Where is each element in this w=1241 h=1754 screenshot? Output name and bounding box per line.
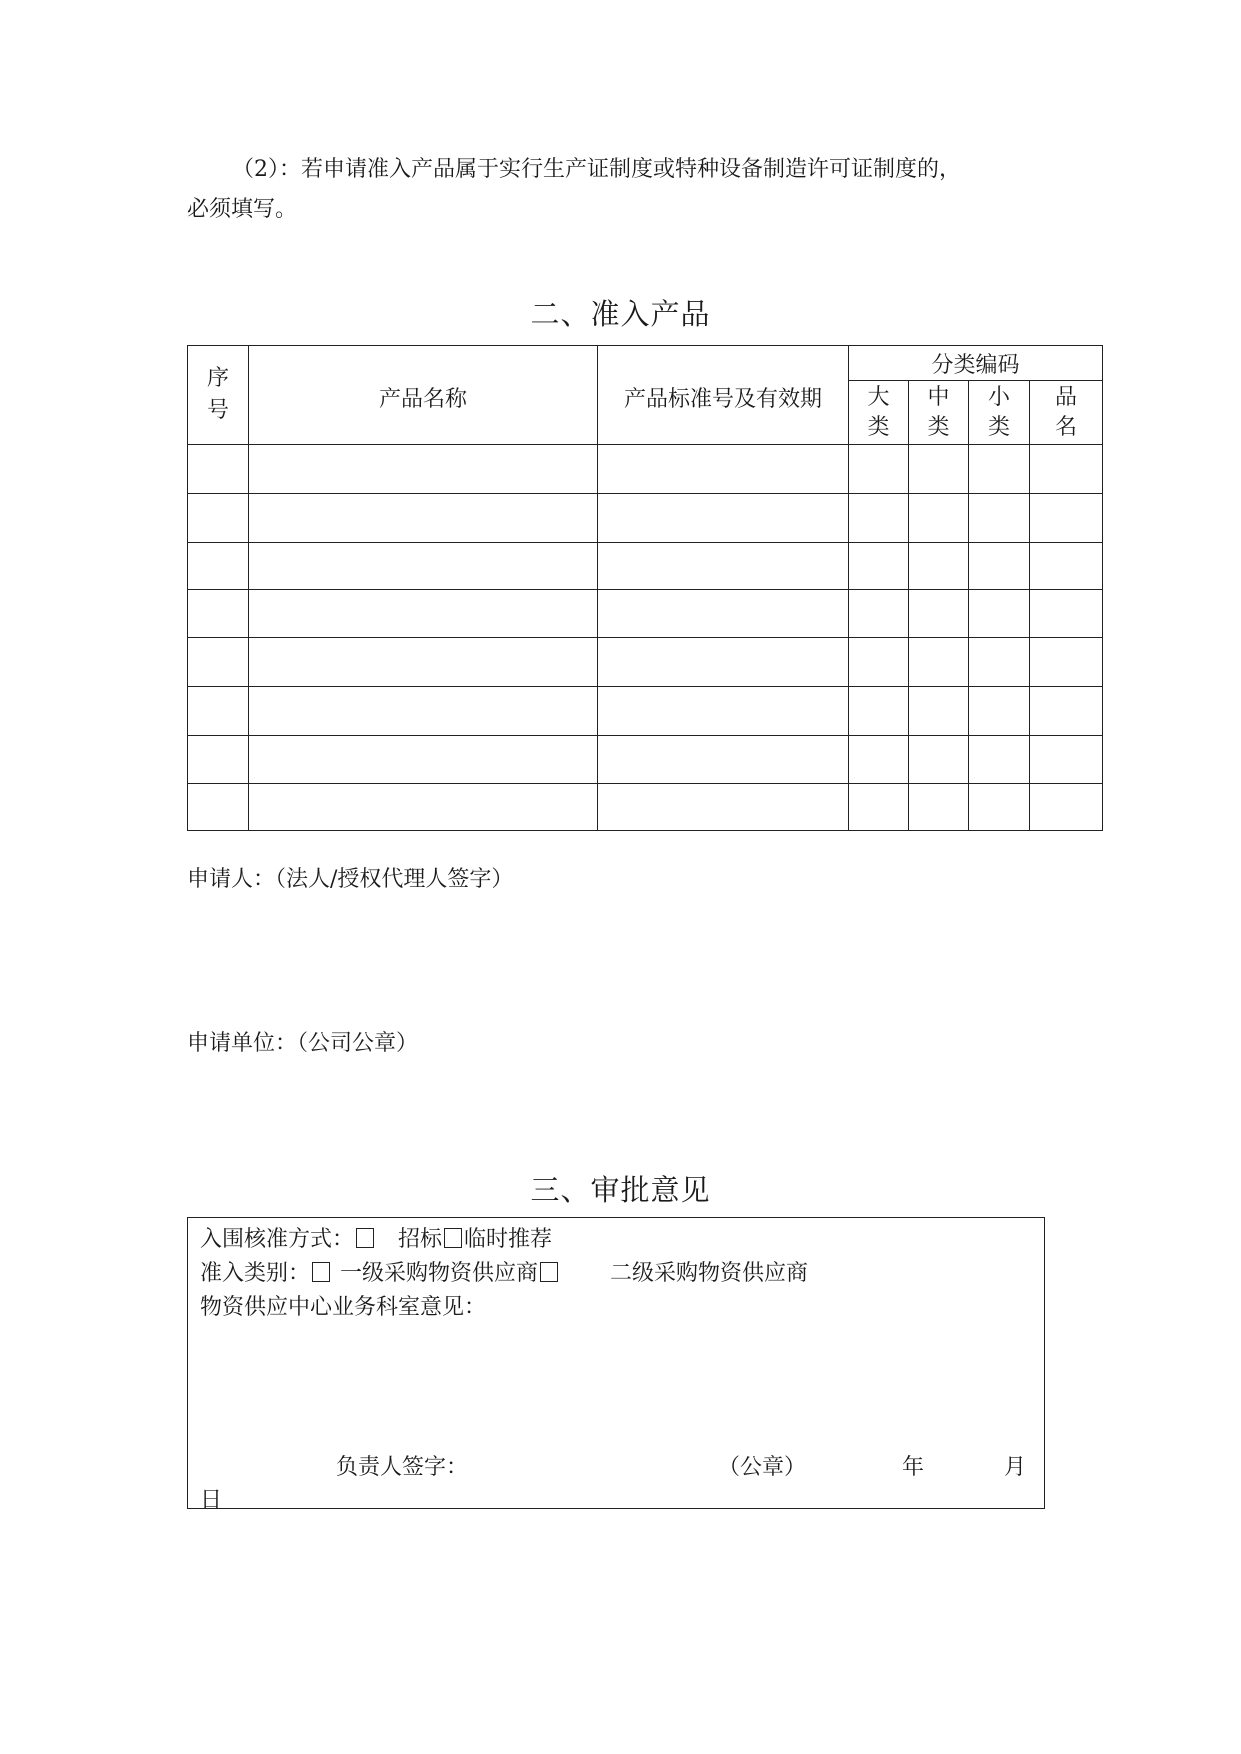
type-option-second: 二级采购物资供应商	[610, 1261, 809, 1286]
cell-major-class[interactable]	[849, 445, 909, 494]
cell-item-name[interactable]	[1030, 687, 1103, 736]
products-table	[187, 345, 1103, 831]
header-product-name: 产品名称	[249, 346, 598, 445]
header-seq: 序 号	[188, 346, 249, 445]
method-checkbox-temporary[interactable]	[444, 1228, 462, 1248]
cell-standard-validity[interactable]	[598, 445, 849, 494]
cell-standard-validity[interactable]	[598, 494, 849, 543]
cell-item-name[interactable]	[1030, 736, 1103, 784]
seal-label: （公章）	[718, 1455, 807, 1480]
cell-major-class[interactable]	[849, 784, 909, 831]
table-row	[188, 638, 1103, 687]
cell-middle-class[interactable]	[909, 784, 969, 831]
header-minor-class: 小 类	[969, 381, 1030, 445]
cell-minor-class[interactable]	[969, 494, 1030, 543]
cell-major-class[interactable]	[849, 543, 909, 590]
cell-seq[interactable]	[188, 494, 249, 543]
cell-major-class[interactable]	[849, 638, 909, 687]
signer-label: 负责人签字：	[336, 1455, 469, 1480]
cell-standard-validity[interactable]	[598, 638, 849, 687]
method-option-tender: 招标	[398, 1227, 443, 1252]
cell-major-class[interactable]	[849, 687, 909, 736]
cell-product-name[interactable]	[249, 638, 598, 687]
cell-minor-class[interactable]	[969, 445, 1030, 494]
cell-standard-validity[interactable]	[598, 736, 849, 784]
day-label: 日	[200, 1488, 223, 1513]
table-row	[188, 736, 1103, 784]
cell-middle-class[interactable]	[909, 445, 969, 494]
table-row	[188, 784, 1103, 831]
cell-middle-class[interactable]	[909, 543, 969, 590]
applicant-signature-label: 申请人：（法人/授权代理人签字）	[187, 867, 514, 892]
cell-item-name[interactable]	[1030, 784, 1103, 831]
cell-middle-class[interactable]	[909, 494, 969, 543]
header-middle-class: 中 类	[909, 381, 969, 445]
cell-major-class[interactable]	[849, 736, 909, 784]
type-checkbox-second[interactable]	[540, 1262, 558, 1282]
cell-seq[interactable]	[188, 784, 249, 831]
cell-seq[interactable]	[188, 736, 249, 784]
cell-middle-class[interactable]	[909, 687, 969, 736]
cell-seq[interactable]	[188, 543, 249, 590]
cell-standard-validity[interactable]	[598, 784, 849, 831]
dept-opinion-label: 物资供应中心业务科室意见：	[200, 1295, 487, 1320]
header-major-class: 大 类	[849, 381, 909, 445]
cell-product-name[interactable]	[249, 494, 598, 543]
note-line-1: （2）：若申请准入产品属于实行生产证制度或特种设备制造许可证制度的，	[232, 157, 961, 182]
header-standard-validity: 产品标准号及有效期	[598, 346, 849, 445]
cell-standard-validity[interactable]	[598, 590, 849, 638]
cell-middle-class[interactable]	[909, 590, 969, 638]
cell-item-name[interactable]	[1030, 638, 1103, 687]
cell-seq[interactable]	[188, 638, 249, 687]
type-checkbox-first[interactable]	[312, 1262, 330, 1282]
table-row	[188, 687, 1103, 736]
year-label: 年	[902, 1455, 925, 1480]
cell-middle-class[interactable]	[909, 736, 969, 784]
cell-minor-class[interactable]	[969, 784, 1030, 831]
table-row	[188, 543, 1103, 590]
table-row	[188, 590, 1103, 638]
instruction-note	[187, 150, 1067, 230]
cell-seq[interactable]	[188, 687, 249, 736]
applicant-unit-label: 申请单位：（公司公章）	[187, 1031, 419, 1056]
cell-seq[interactable]	[188, 445, 249, 494]
table-row	[188, 494, 1103, 543]
method-label: 入围核准方式：	[200, 1227, 355, 1252]
cell-item-name[interactable]	[1030, 590, 1103, 638]
cell-minor-class[interactable]	[969, 638, 1030, 687]
method-checkbox-tender[interactable]	[356, 1228, 374, 1248]
section-title-approval: 三、审批意见	[530, 1173, 711, 1207]
cell-major-class[interactable]	[849, 494, 909, 543]
note-line-2: 必须填写。	[187, 197, 298, 222]
section-title-products: 二、准入产品	[530, 297, 711, 331]
header-item-name: 品 名	[1030, 381, 1103, 445]
method-option-temporary: 临时推荐	[464, 1227, 553, 1252]
month-label: 月	[1004, 1455, 1027, 1480]
cell-product-name[interactable]	[249, 687, 598, 736]
cell-item-name[interactable]	[1030, 445, 1103, 494]
cell-middle-class[interactable]	[909, 638, 969, 687]
header-category-code: 分类编码	[849, 346, 1103, 381]
table-row	[188, 445, 1103, 494]
type-label: 准入类别：	[200, 1261, 311, 1286]
cell-standard-validity[interactable]	[598, 543, 849, 590]
approval-box	[187, 1217, 1045, 1513]
cell-seq[interactable]	[188, 590, 249, 638]
method-line	[200, 1222, 552, 1253]
cell-minor-class[interactable]	[969, 543, 1030, 590]
cell-product-name[interactable]	[249, 543, 598, 590]
cell-minor-class[interactable]	[969, 687, 1030, 736]
cell-product-name[interactable]	[249, 736, 598, 784]
cell-minor-class[interactable]	[969, 590, 1030, 638]
cell-item-name[interactable]	[1030, 494, 1103, 543]
cell-standard-validity[interactable]	[598, 687, 849, 736]
cell-minor-class[interactable]	[969, 736, 1030, 784]
cell-product-name[interactable]	[249, 784, 598, 831]
type-line	[200, 1256, 808, 1287]
cell-product-name[interactable]	[249, 445, 598, 494]
cell-item-name[interactable]	[1030, 543, 1103, 590]
cell-major-class[interactable]	[849, 590, 909, 638]
type-option-first: 一级采购物资供应商	[340, 1261, 539, 1286]
cell-product-name[interactable]	[249, 590, 598, 638]
